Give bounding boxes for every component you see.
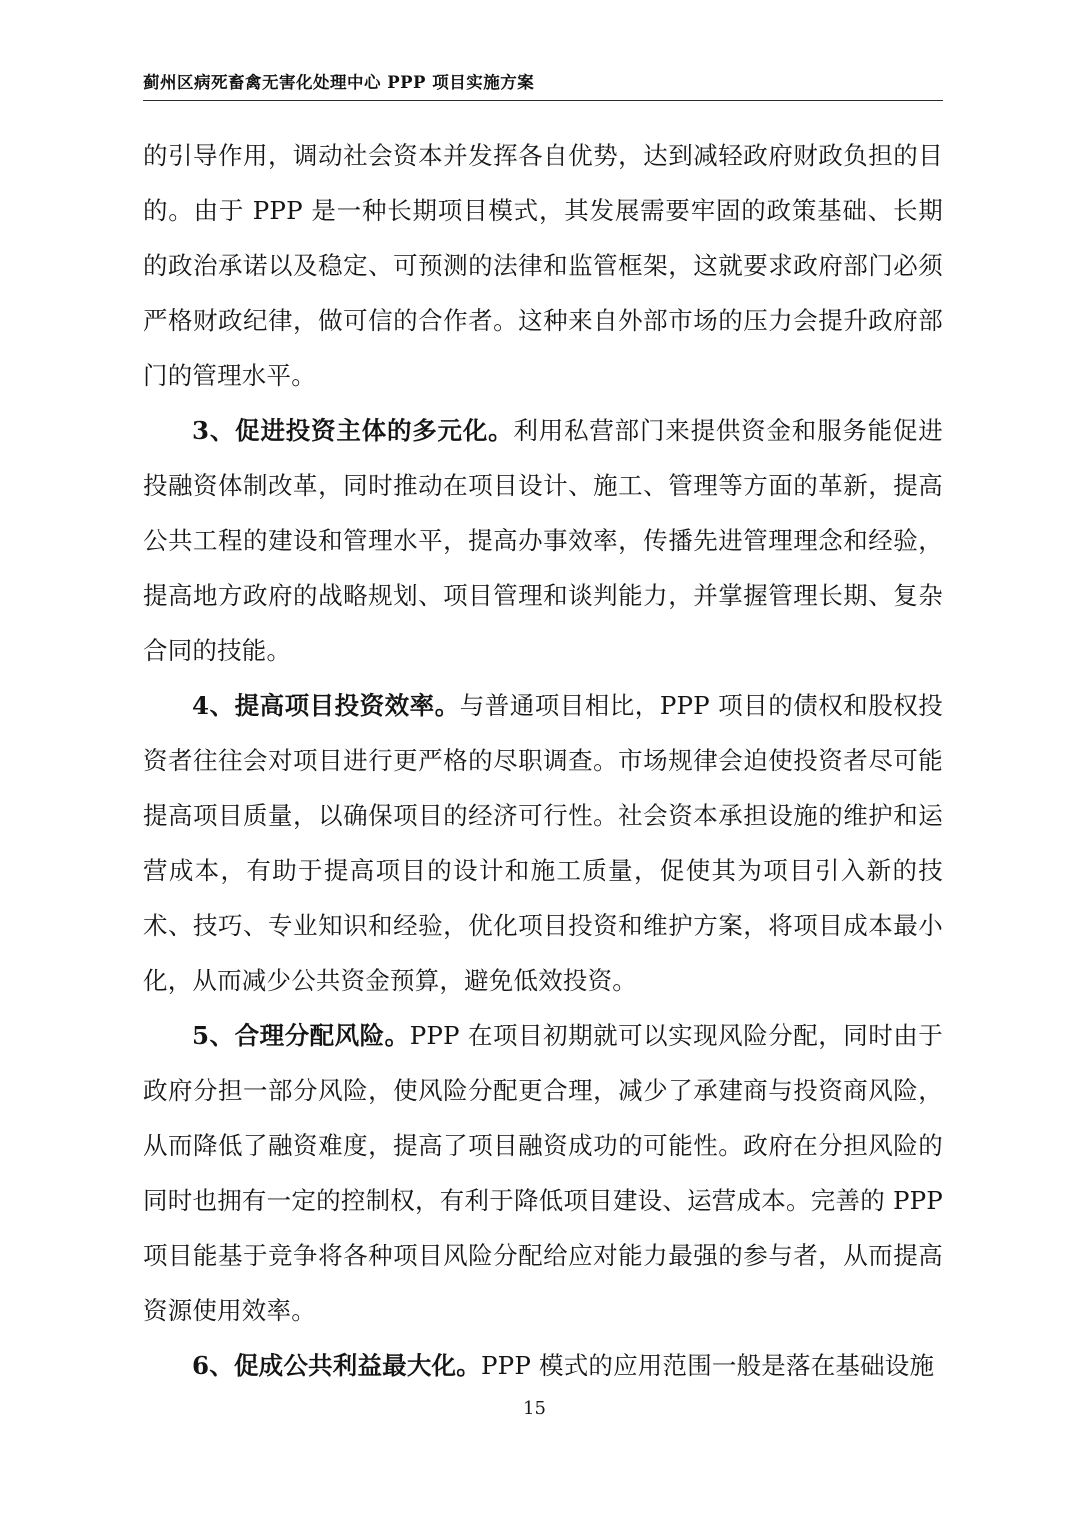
- paragraph-text: 的引导作用，调动社会资本并发挥各自优势，达到减轻政府财政负担的目的。由于 PPP 是一种长期项目模式，其发展需要牢固的政策基础、长期的政治承诺以及稳定、可预测的法律和监管框架，这就要求政府部门必须严格财政纪律，做可信的合作者。这种来自外部市场的压力会提升政府部门的管理水平。: [143, 141, 943, 390]
- paragraph-lead-label: 5、合理分配风险。: [192, 1021, 410, 1050]
- header-divider: [143, 100, 943, 101]
- paragraph-text: PPP 在项目初期就可以实现风险分配，同时由于政府分担一部分风险，使风险分配更合理，减少了承建商与投资商风险，从而降低了融资难度，提高了项目融资成功的可能性。政府在分担风险的同时也拥有一定的控制权，有利于降低项目建设、运营成本。完善的 PPP 项目能基于竞争将各种项目风险分配给应对能力最强的参与者，从而提高资源使用效率。: [143, 1021, 943, 1325]
- paragraph-text: PPP 模式的应用范围一般是落在基础设施: [480, 1351, 935, 1380]
- document-body: [143, 128, 943, 1393]
- paragraph-text: 利用私营部门来提供资金和服务能促进投融资体制改革，同时推动在项目设计、施工、管理等方面的革新，提高公共工程的建设和管理水平，提高办事效率，传播先进管理理念和经验，提高地方政府的战略规划、项目管理和谈判能力，并掌握管理长期、复杂合同的技能。: [143, 416, 943, 665]
- paragraph-lead-label: 4、提高项目投资效率。: [192, 691, 460, 720]
- page-number: 15: [523, 1398, 546, 1419]
- paragraph-lead-label: 6、促成公共利益最大化。: [192, 1351, 481, 1380]
- paragraph-item-5: [143, 1008, 943, 1338]
- paragraph-continued: [143, 128, 943, 403]
- header-title: 蓟州区病死畜禽无害化处理中心 PPP 项目实施方案: [143, 73, 535, 92]
- paragraph-item-4: [143, 678, 943, 1008]
- page-header: [143, 72, 943, 93]
- paragraph-item-3: [143, 403, 943, 678]
- paragraph-text: 与普通项目相比，PPP 项目的债权和股权投资者往往会对项目进行更严格的尽职调查。市场规律会迫使投资者尽可能提高项目质量，以确保项目的经济可行性。社会资本承担设施的维护和运营成本，有助于提高项目的设计和施工质量，促使其为项目引入新的技术、技巧、专业知识和经验，优化项目投资和维护方案，将项目成本最小化，从而减少公共资金预算，避免低效投资。: [143, 691, 943, 995]
- paragraph-lead-label: 3、促进投资主体的多元化。: [192, 416, 514, 445]
- paragraph-item-6: [143, 1338, 943, 1393]
